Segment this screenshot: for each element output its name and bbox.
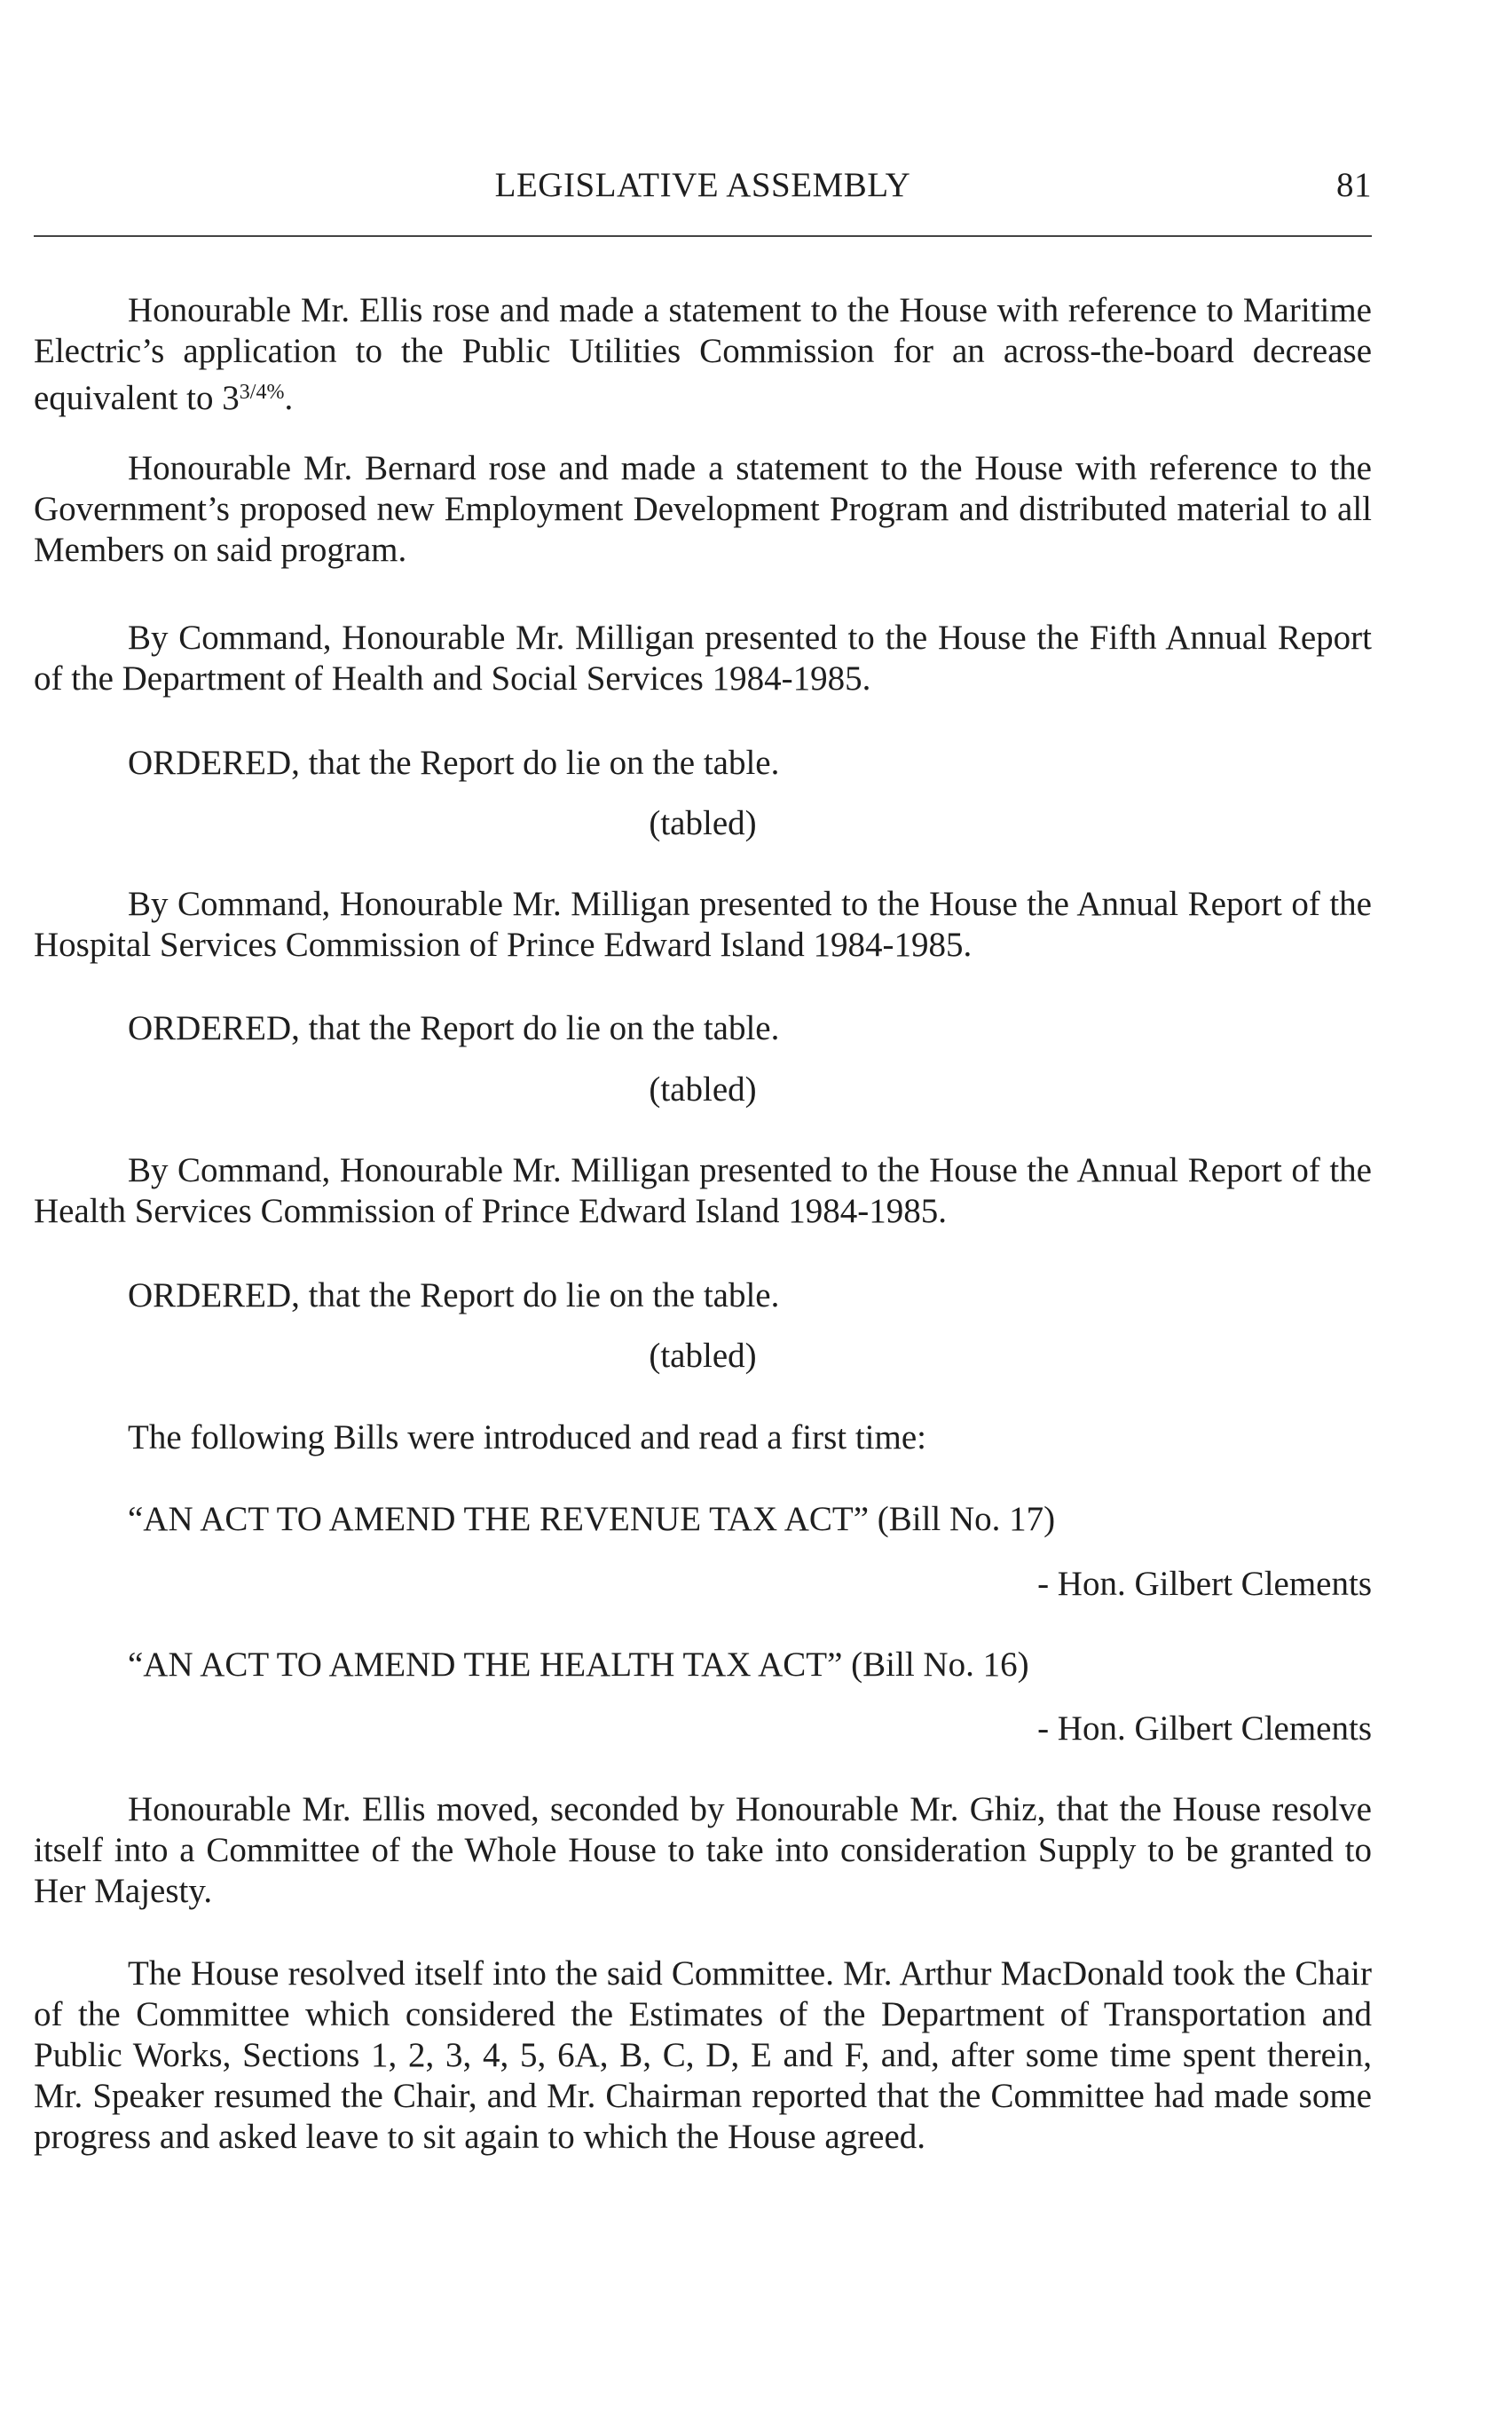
tabled-note-1: (tabled) (649, 804, 757, 842)
paragraph-committee-report: The House resolved itself into the said Committee. Mr. Arthur MacDonald took the Chair of the Committee which considered the Estimates of the Department of Transportation and Public Works, Sections 1, 2, 3, 4, 5, 6A, B, C, D, E and F, and, after some time spent therein, Mr. Speaker resumed the Chair, and Mr. Chairman reported that the Committee had made some progress and asked leave to sit again to which the House agreed. (34, 1954, 1372, 2156)
ordered-line-2: ORDERED, that the Report do lie on the table. (128, 1009, 780, 1047)
paragraph-ellis-statement (34, 290, 1372, 419)
bill-sponsor-1: - Hon. Gilbert Clements (1037, 1565, 1372, 1603)
tabled-note-3: (tabled) (649, 1337, 757, 1375)
paragraph-end: . (284, 379, 294, 417)
ordered-line-1: ORDERED, that the Report do lie on the table. (128, 744, 780, 782)
header-rule (34, 235, 1372, 237)
fraction-text: 3/4% (239, 381, 285, 404)
paragraph-health-services-report: By Command, Honourable Mr. Milligan presented to the House the Annual Report of the Health Services Commission of Prince Edward Island 1984-1985. (34, 1151, 1372, 1230)
paragraph-health-report: By Command, Honourable Mr. Milligan presented to the House the Fifth Annual Report of the Department of Health and Social Services 1984-1985. (34, 619, 1372, 698)
running-head-title: LEGISLATIVE ASSEMBLY (494, 166, 911, 204)
paragraph-hospital-report: By Command, Honourable Mr. Milligan presented to the House the Annual Report of the Hospital Services Commission of Prince Edward Island 1984-1985. (34, 885, 1372, 964)
bill-sponsor-2: - Hon. Gilbert Clements (1037, 1709, 1372, 1748)
tabled-note-2: (tabled) (649, 1070, 757, 1109)
bills-intro: The following Bills were introduced and read a first time: (128, 1418, 926, 1456)
bill-title-2: “AN ACT TO AMEND THE HEALTH TAX ACT” (Bill No. 16) (128, 1646, 1029, 1684)
paragraph-supply-motion: Honourable Mr. Ellis moved, seconded by Honourable Mr. Ghiz, that the House resolve itself into a Committee of the Whole House to take into consideration Supply to be granted to Her Majesty. (34, 1790, 1372, 1910)
paragraph-bernard-statement: Honourable Mr. Bernard rose and made a statement to the House with reference to the Government’s proposed new Employment Development Program and distributed material to all Members on said program. (34, 449, 1372, 569)
page-number: 81 (1336, 166, 1372, 204)
paragraph-text: Honourable Mr. Ellis rose and made a statement to the House with reference to Maritime Electric’s application to the Public Utilities Commission for an across-the-board decrease equivalent to 3 (34, 291, 1372, 417)
running-head (34, 165, 1372, 209)
ordered-line-3: ORDERED, that the Report do lie on the table. (128, 1276, 780, 1314)
bill-title-1: “AN ACT TO AMEND THE REVENUE TAX ACT” (Bill No. 17) (128, 1500, 1056, 1538)
